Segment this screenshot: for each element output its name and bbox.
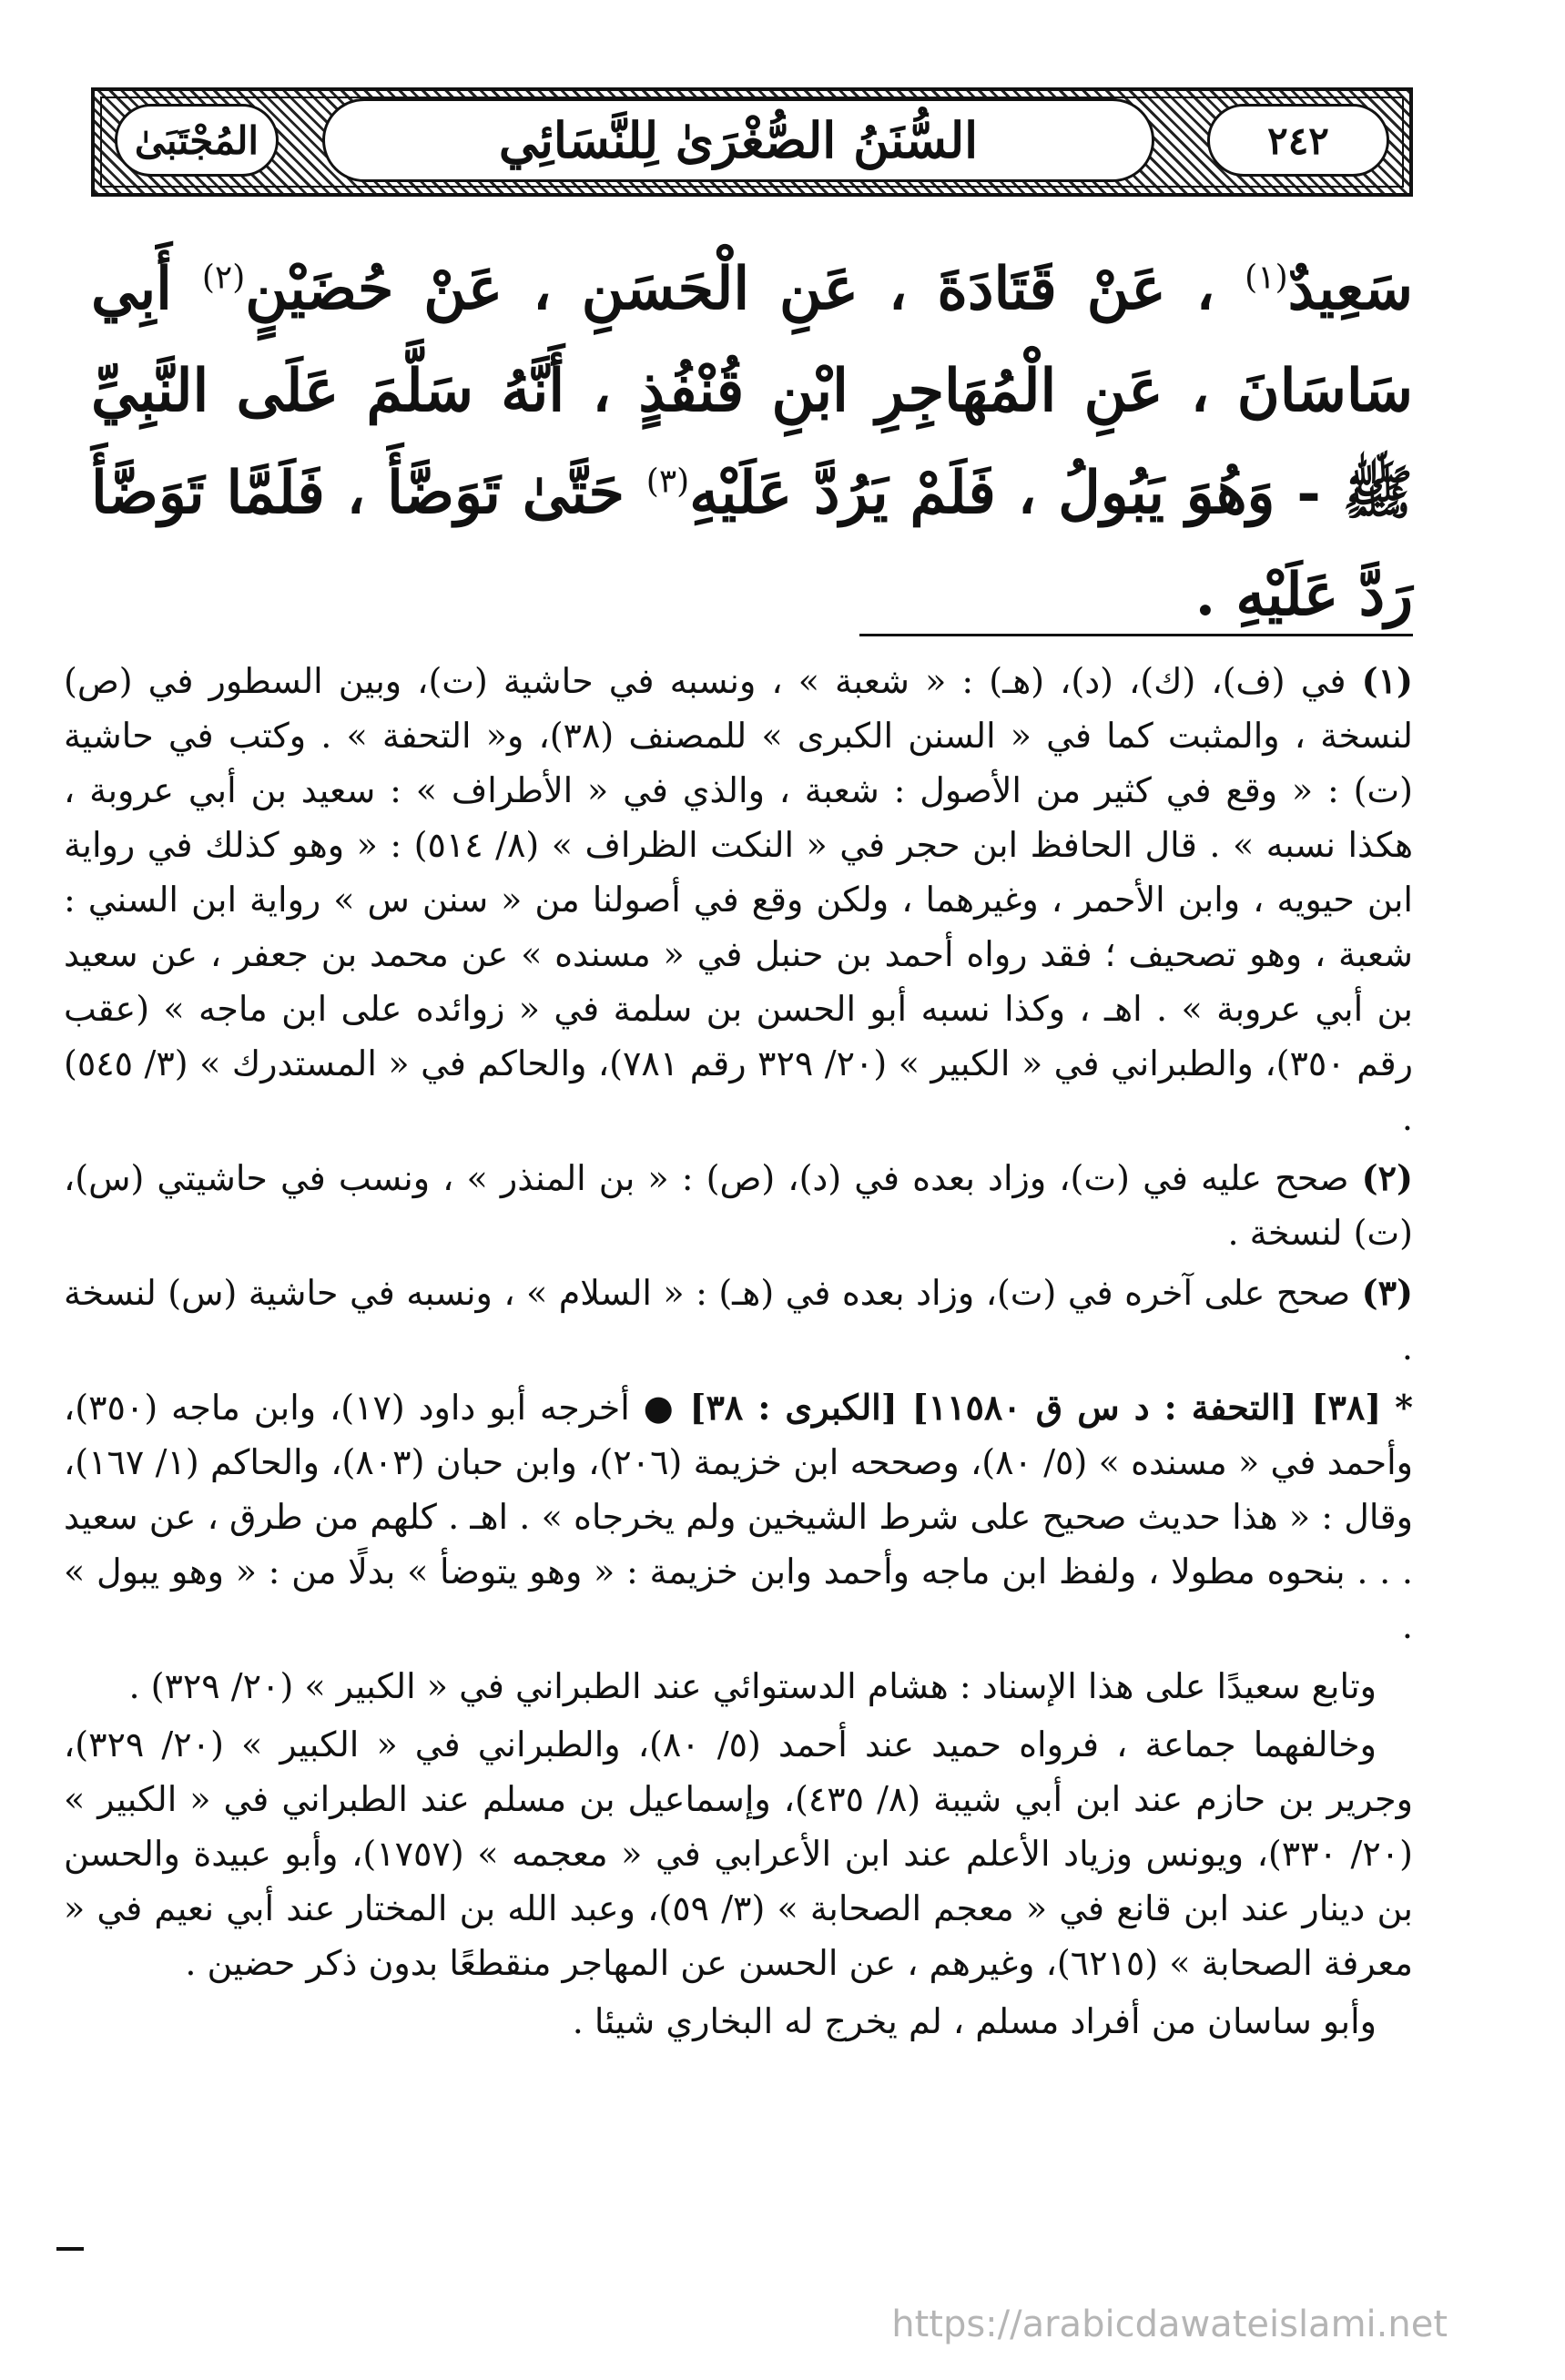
running-title <box>322 98 1154 182</box>
hadith-text <box>91 239 1413 646</box>
emblem-label: المُجْتَبَىٰ <box>134 117 259 163</box>
footnote-ref-1: (١) <box>1245 259 1288 297</box>
footnote-3 <box>64 1266 1413 1375</box>
takhrij-text: أخرجه أبو داود (١٧)، وابن ماجه (٣٥٠)، وأحمد في « مسنده » (٥/ ٨٠)، وصححه ابن خزيمة (٢٠٦)، وابن حبان (٨٠٣)، والحاكم (١/ ١٦٧)، وقال : « هذا حديث صحيح على شرط الشيخين ولم يخرجاه » . اهـ . كلهم من طرق ، عن سعيد . . . بنحوه مطولا ، ولفظ ابن ماجه وأحمد وابن خزيمة : « وهو يتوضأ » بدلًا من : « وهو يبول » . <box>64 1388 1413 1646</box>
footnote-number: (٢) <box>1361 1157 1413 1198</box>
footnote-text: صحح على آخره في (ت)، وزاد بعده في (هـ) : « السلام » ، ونسبه في حاشية (س) لنسخة . <box>64 1273 1413 1368</box>
takhrij-note <box>64 1380 1413 1653</box>
page-number: ٢٤٢ <box>1267 117 1329 163</box>
footnote-number: (١) <box>1361 660 1413 701</box>
takhrij-paragraph-1: وتابع سعيدًا على هذا الإسناد : هشام الدستوائي عند الطبراني في « الكبير » (٢٠/ ٣٢٩) . <box>128 1666 1377 1706</box>
footnote-2 <box>64 1151 1413 1260</box>
hadith-part-4: حَتَّىٰ تَوَضَّأَ ، فَلَمَّا تَوَضَّأَ رَدَّ عَلَيْهِ . <box>91 459 1413 629</box>
footnote-ref-2: (٢) <box>201 259 246 297</box>
margin-dash <box>56 2247 84 2251</box>
takhrij-reference: [٣٨] [التحفة : د س ق ١١٥٨٠] [الكبرى : ٣٨] <box>689 1387 1382 1428</box>
book-title: السُّنَنُ الصُّغْرَىٰ لِلنَّسَائِي <box>498 111 979 169</box>
takhrij-paragraph-2: وخالفهما جماعة ، فرواه حميد عند أحمد (٥/ ٨٠)، والطبراني في « الكبير » (٢٠/ ٣٢٩)، وجرير بن حازم عند ابن أبي شيبة (٨/ ٤٣٥)، وإسماعيل بن مسلم عند الطبراني في « الكبير » (٢٠/ ٣٣٠)، ويونس وزياد الأعلم عند ابن الأعرابي في « معجمه » (١٧٥٧)، وأبو عبيدة والحسن بن دينار عند ابن قانع في « معجم الصحابة » (٣/ ٥٩)، وعبد الله بن المختار عند أبي نعيم في « معرفة الصحابة » (٦٢١٥)، وغيرهم ، عن الحسن عن المهاجر منقطعًا بدون ذكر حضين . <box>64 1724 1413 1983</box>
footnote-1 <box>64 654 1413 1145</box>
watermark-url: https://arabicdawateislami.net <box>891 2304 1448 2345</box>
bullet-marker: ● <box>643 1388 676 1428</box>
footnote-text: صحح عليه في (ت)، وزاد بعده في (د)، (ص) : « بن المنذر » ، ونسب في حاشيتي (س)، (ت) لنسخة . <box>64 1158 1413 1253</box>
footnotes <box>64 654 1413 2052</box>
page-header-band <box>91 87 1413 197</box>
book-emblem <box>115 104 279 177</box>
hadith-part-2: ، عَنْ قَتَادَةَ ، عَنِ الْحَسَنِ ، عَنْ حُضَيْنٍ <box>245 255 1215 323</box>
star-marker: * <box>1395 1387 1414 1428</box>
footnote-ref-3: (٣) <box>645 463 690 501</box>
hadith-part-3: أَبِي سَاسَانَ ، عَنِ الْمُهَاجِرِ ابْنِ قُنْفُذٍ ، أَنَّهُ سَلَّمَ عَلَى النَّبِيِّ ﷺ - وَهُوَ يَبُولُ ، فَلَمْ يَرُدَّ عَلَيْهِ <box>91 255 1414 527</box>
footnote-separator <box>859 634 1413 636</box>
takhrij-paragraph-3: وأبو ساسان من أفراد مسلم ، لم يخرج له البخاري شيئا . <box>572 2001 1377 2041</box>
hadith-part-1: سَعِيدٌ <box>1287 255 1414 323</box>
footnote-number: (٣) <box>1361 1272 1413 1313</box>
footnote-text: في (ف)، (ك)، (د)، (هـ) : « شعبة » ، ونسبه في حاشية (ت)، وبين السطور في (ص) لنسخة ، والمثبت كما في « السنن الكبرى » للمصنف (٣٨)، و« التحفة » . وكتب في حاشية (ت) : « وقع في كثير من الأصول : شعبة ، والذي في « الأطراف » : سعيد بن أبي عروبة ، هكذا نسبه » . قال الحافظ ابن حجر في « النكت الظراف » (٨/ ٥١٤) : « وهو كذلك في رواية ابن حيويه ، وابن الأحمر ، وغيرهما ، ولكن وقع في أصولنا من « سنن س » رواية ابن السني : شعبة ، وهو تصحيف ؛ فقد رواه أحمد بن حنبل في « مسنده » عن محمد بن جعفر ، عن سعيد بن أبي عروبة » . اهـ ، وكذا نسبه أبو الحسن بن سلمة في « زوائده على ابن ماجه » (عقب رقم ٣٥٠)، والطبراني في « الكبير » (٢٠/ ٣٢٩ رقم ٧٨١)، والحاكم في « المستدرك » (٣/ ٥٤٥) . <box>64 661 1414 1138</box>
page-number-badge <box>1207 104 1389 177</box>
